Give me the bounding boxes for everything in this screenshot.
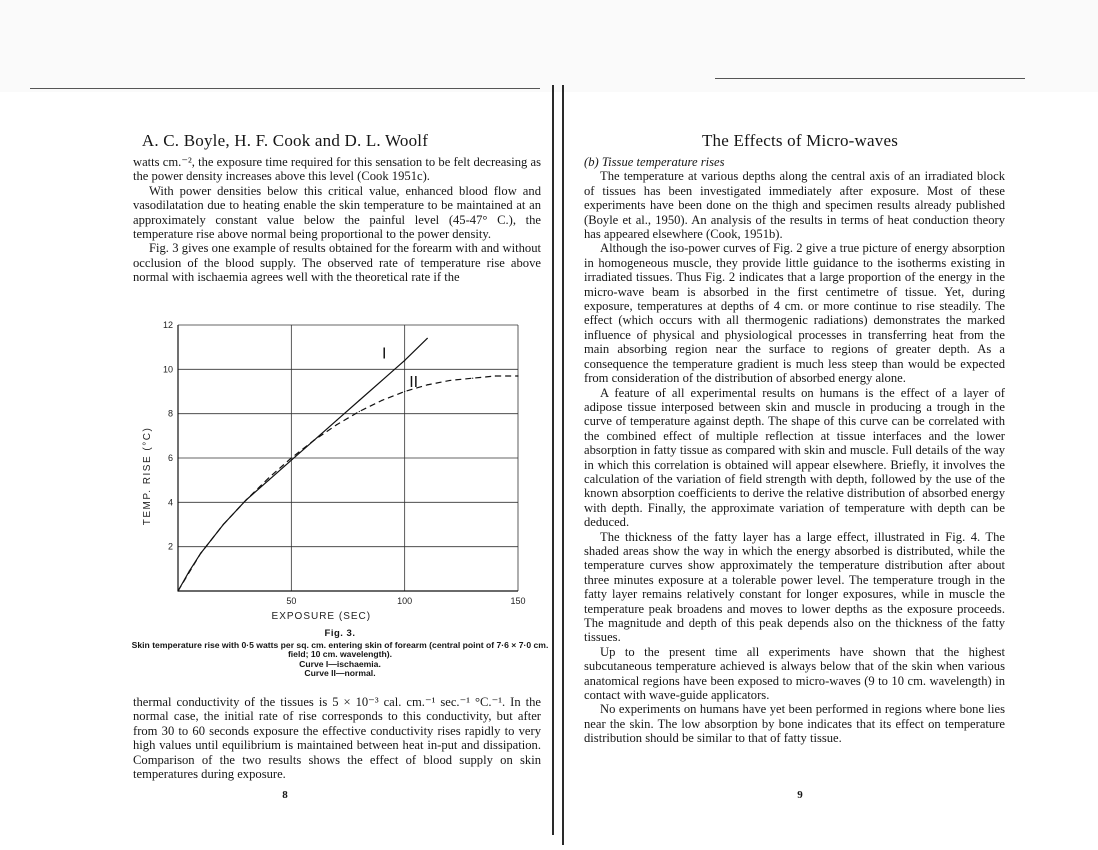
figure-caption — [130, 629, 550, 679]
section-subheading: (b) Tissue temperature rises — [584, 155, 725, 169]
page-number-right: 9 — [797, 789, 803, 801]
paragraph: A feature of all experimental results on humans is the effect of a layer of adipose tissue interposed between skin and muscle in producing a trough in the curve of temperature against depth. The shape of this curve can be correlated with the combined effect of multiple reflection at tissue interfaces and the lower absorption in fatty tissue as compared with skin and muscle. Full details of the way in which this correlation is obtained will appear elsewhere. Briefly, it involves the calculation of the variation of field strength with depth, followed by the use of the known absorption coefficients to derive the relative distribution of absorbed energy with depth. Finally, the approximate variation of temperature with depth can be deduced. — [584, 385, 1005, 530]
paragraph: The thickness of the fatty layer has a large effect, illustrated in Fig. 4. The shaded areas show the way in which the energy absorbed is distributed, while the temperature curves show approximately the temperature distribution after about three minutes exposure at a tolerable power level. The temperature trough in the fatty layer remains relatively constant for longer exposures, while in muscle the temperature peak broadens and moves to lower depths as the exposure proceeds. The magnitude and depth of this peak depends also on the thickness of the fatty tissues. — [584, 529, 1005, 645]
book-gutter-left — [552, 85, 554, 835]
x-axis-label: EXPOSURE (SEC) — [271, 611, 372, 622]
data-point — [472, 378, 473, 379]
data-point — [336, 420, 337, 421]
data-point — [268, 480, 269, 481]
running-head-right: The Effects of Micro-waves — [701, 131, 899, 150]
y-axis-label: TEMP. RISE (°C) — [142, 426, 153, 526]
curve-1-legend: Curve I—ischaemia. — [299, 658, 381, 669]
data-point — [381, 400, 382, 401]
data-point — [359, 400, 360, 401]
data-point — [291, 460, 292, 461]
data-point — [404, 391, 405, 392]
y-tick-label: 4 — [167, 497, 173, 508]
y-tick-label: 6 — [167, 453, 173, 463]
x-tick-label: 50 — [286, 596, 297, 606]
data-point — [517, 375, 518, 376]
data-point — [495, 375, 496, 376]
series-line-i — [178, 338, 427, 591]
right-text — [584, 155, 1005, 746]
data-point — [177, 590, 178, 591]
data-point — [427, 338, 428, 339]
data-point — [427, 384, 428, 385]
scan-top-margin — [0, 0, 1098, 92]
data-point — [449, 380, 450, 381]
y-tick-label: 2 — [167, 541, 173, 552]
left-text-top — [133, 155, 541, 285]
temperature-rise-chart — [140, 317, 550, 627]
series-line-ii — [178, 376, 518, 591]
y-tick-label: 8 — [167, 408, 173, 419]
y-tick-label: 10 — [162, 364, 173, 375]
book-gutter-right — [562, 85, 564, 845]
x-tick-label: 100 — [397, 596, 413, 606]
curve-label-ii: II — [409, 374, 419, 392]
top-edge-line-left — [30, 88, 540, 89]
top-edge-line-right — [715, 78, 1025, 79]
data-point — [336, 424, 337, 425]
data-point — [223, 524, 224, 525]
page-number-left: 8 — [282, 789, 288, 801]
data-point — [381, 380, 382, 381]
paragraph: thermal conductivity of the tissues is 5 × 10⁻³ cal. cm.⁻¹ sec.⁻¹ °C.⁻¹. In the normal case, the initial rate of rise corresponds to this conductivity, but after from 30 to 60 seconds exposure the effective conductivity rises rapidly to very high values until equilibrium is maintained between heat in-put and dissipation. Comparison of the two results shows the effect of blood supply on skin temperatures during exposure. — [133, 695, 541, 782]
figure-caption-text: Skin temperature rise with 0·5 watts per sq. cm. entering skin of forearm (central point of 7·6 × 7·0 cm. field; 10 cm. wavelength). — [131, 639, 549, 660]
y-tick-label: 12 — [162, 320, 173, 330]
data-point — [245, 500, 246, 501]
curve-2-legend: Curve II—normal. — [304, 668, 376, 679]
figure-number: Fig. 3. — [324, 628, 356, 639]
paragraph: Fig. 3 gives one example of results obtained for the forearm with and without occlusion of the blood supply. The observed rate of temperature rise above normal with ischaemia agrees well with the theoretical rate if the — [133, 241, 541, 285]
paragraph: Up to the present time all experiments have shown that the highest subcutaneous temperature achieved is always below that of the skin when various anatomical regions have been exposed to micro-waves (9 to 10 cm. wavelength) in contact with wave-guide applicators. — [584, 644, 1005, 703]
data-point — [200, 553, 201, 554]
data-point — [313, 440, 314, 441]
running-head-left: A. C. Boyle, H. F. Cook and D. L. Woolf — [141, 131, 429, 150]
paragraph: With power densities below this critical value, enhanced blood flow and vasodilatation due to heating enable the skin temperature to be maintained at an approximately constant value below the painful level (45-47° C.), the temperature rise above normal being proportional to the power density. — [133, 183, 541, 242]
data-point — [268, 477, 269, 478]
curve-label-i: I — [382, 345, 387, 363]
left-text-bottom — [133, 695, 541, 781]
data-point — [359, 411, 360, 412]
paragraph: Although the iso-power curves of Fig. 2 give a true picture of energy absorption in homogeneous muscle, they provide little guidance to the isotherms existing in irradiated tissues. Thus Fig. 2 indicates that a large proportion of the energy in the micro-wave beam is absorbed in the first centimetre of tissue. Yet, during exposure, temperatures at depths of 4 cm. or more continue to rise steadily. The effect (which occurs with all thermogenic radiations) demonstrates the marked influence of physical and physiological processes in transferring heat from the main absorbing region near the surface to regions of greater depth. As a consequence the temperature gradient is much less steep than would be expected from consideration of the distribution of absorbed energy alone. — [584, 241, 1005, 386]
x-tick-label: 150 — [510, 596, 526, 606]
data-point — [291, 457, 292, 458]
paragraph: The temperature at various depths along the central axis of an irradiated block of tissues has been investigated immediately after exposure. Most of these experiments have been done on the thigh and specimen results already published (Boyle et al., 1950). An analysis of the results in terms of heat conduction theory has appeared elsewhere (Cook, 1951b). — [584, 169, 1005, 242]
data-point — [404, 360, 405, 361]
paragraph: No experiments on humans have yet been performed in regions where bone lies near the skin. The low absorption by bone indicates that its effect on temperature distribution should be similar to that of fatty tissue. — [584, 702, 1005, 746]
paragraph: watts cm.⁻², the exposure time required for this sensation to be felt decreasing as the power density increases above this level (Cook 1951c). — [133, 155, 541, 184]
